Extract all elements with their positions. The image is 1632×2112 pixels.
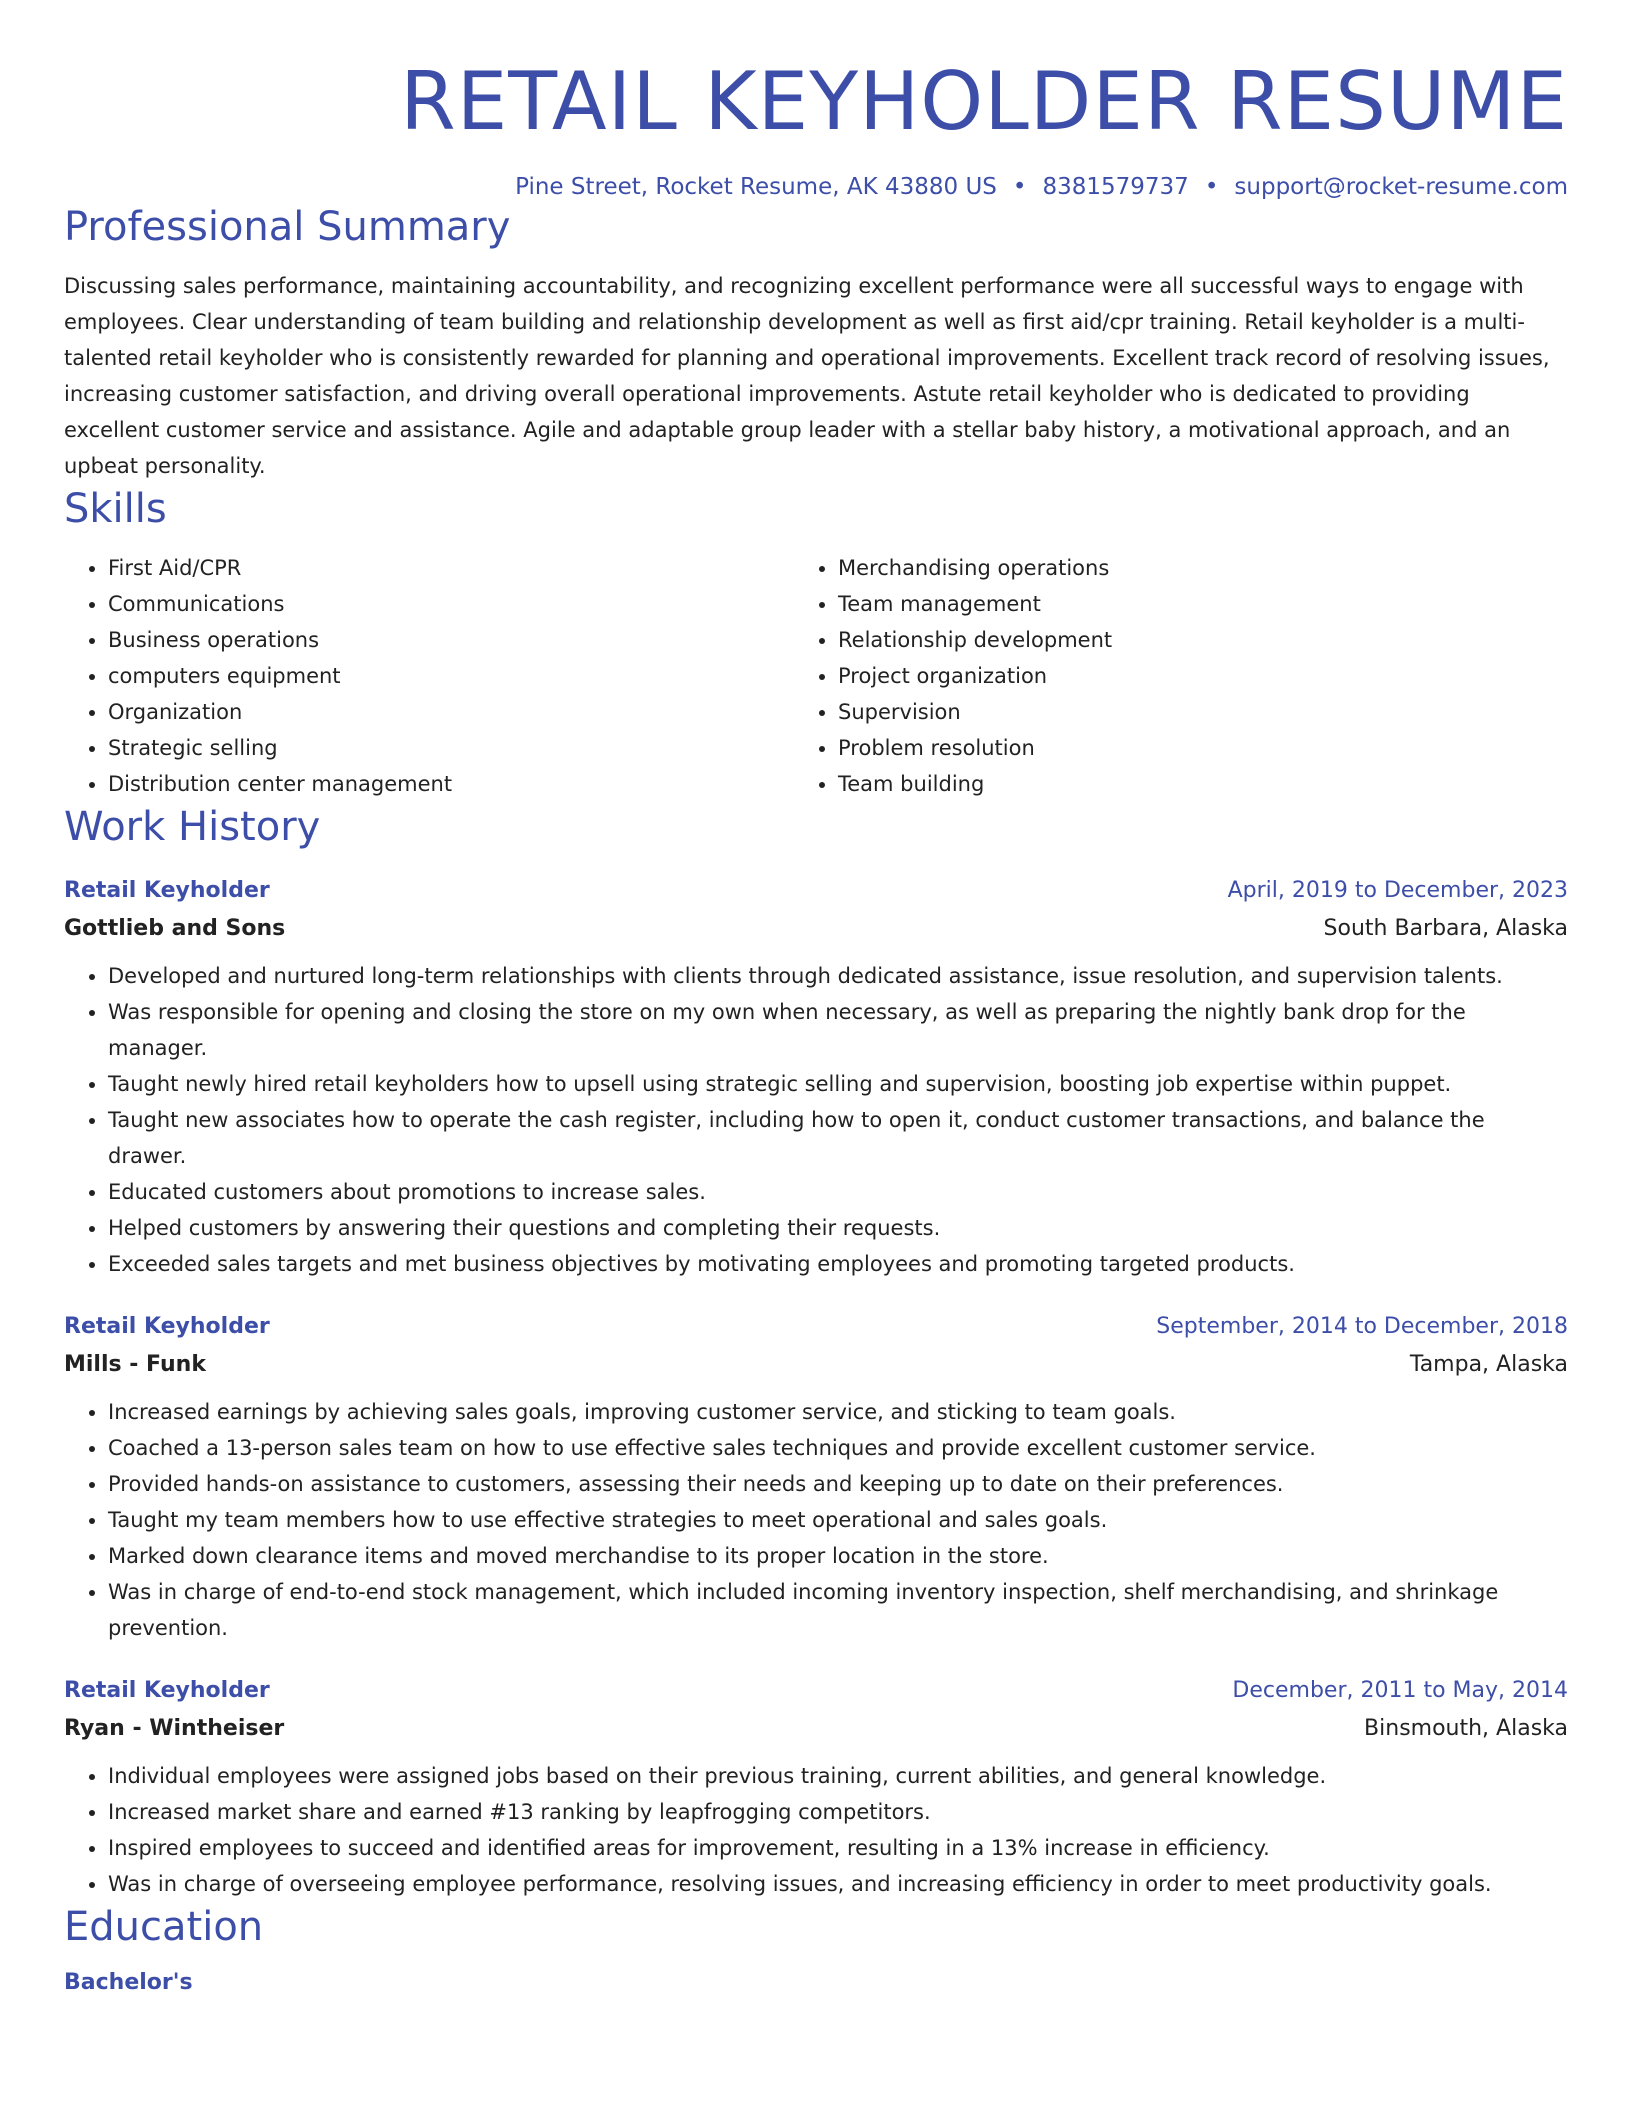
- job-bullet: • Exceeded sales targets and met business objectives by motivating employees and promoting targeted products.: [108, 1246, 1568, 1282]
- section-title-work-history: Work History: [64, 804, 321, 850]
- skill-item: • Team building: [838, 766, 1568, 802]
- skills-column-right: [838, 550, 1568, 802]
- job-header-row: [64, 1672, 1568, 1710]
- skill-item: • computers equipment: [108, 658, 838, 694]
- skill-item: • Problem resolution: [838, 730, 1568, 766]
- resume-title: RETAIL KEYHOLDER RESUME: [400, 55, 1568, 148]
- job-company-row: [64, 1710, 1568, 1748]
- skills-column-left: [64, 550, 838, 802]
- job-header-row: [64, 1308, 1568, 1346]
- job-bullets: [64, 1758, 1568, 1902]
- contact-separator: •: [1012, 174, 1027, 200]
- job-title: Retail Keyholder: [64, 1314, 270, 1339]
- skill-item: • Business operations: [108, 622, 838, 658]
- section-title-education: Education: [64, 1904, 264, 1950]
- job-company-row: [64, 910, 1568, 948]
- job-bullet: • Taught new associates how to operate the cash register, including how to open it, conduct customer transactions, and balance the drawer.: [108, 1102, 1568, 1174]
- summary-text: Discussing sales performance, maintaining accountability, and recognizing excellent performance were all successful ways to engage with employees. Clear understanding of team building and relationship development as well as first aid/cpr training. Retail keyholder is a multi-talented retail keyholder who is consistently rewarded for planning and operational improvements. Excellent track record of resolving issues, increasing customer satisfaction, and driving overall operational improvements. Astute retail keyholder who is dedicated to providing excellent customer service and assistance. Agile and adaptable group leader with a stellar baby history, a motivational approach, and an upbeat personality.: [64, 274, 1550, 478]
- job-location: Binsmouth, Alaska: [1364, 1716, 1568, 1741]
- job-bullet: • Developed and nurtured long-term relationships with clients through dedicated assistance, issue resolution, and supervision talents.: [108, 958, 1568, 994]
- skill-item: • Project organization: [838, 658, 1568, 694]
- resume-page: [64, 0, 1568, 2002]
- job-bullet: • Individual employees were assigned jobs based on their previous training, current abilities, and general knowledge.: [108, 1758, 1568, 1794]
- job-title: Retail Keyholder: [64, 878, 270, 903]
- job-company: Gottlieb and Sons: [64, 916, 286, 941]
- section-title-summary: Professional Summary: [64, 204, 511, 250]
- job-dates: September, 2014 to December, 2018: [1156, 1314, 1568, 1339]
- job-dates: April, 2019 to December, 2023: [1227, 878, 1568, 903]
- job-bullet: • Coached a 13-person sales team on how to use effective sales techniques and provide excellent customer service.: [108, 1430, 1568, 1466]
- skills-list: [64, 550, 1568, 802]
- job-location: Tampa, Alaska: [1409, 1352, 1568, 1377]
- job-entry: [64, 1672, 1568, 1902]
- job-bullet: • Educated customers about promotions to increase sales.: [108, 1174, 1568, 1210]
- skill-item: • Organization: [108, 694, 838, 730]
- job-bullet: • Was responsible for opening and closing the store on my own when necessary, as well as preparing the nightly bank drop for the manager.: [108, 994, 1568, 1066]
- job-bullet: • Was in charge of end-to-end stock management, which included incoming inventory inspection, shelf merchandising, and shrinkage prevention.: [108, 1574, 1568, 1646]
- job-title: Retail Keyholder: [64, 1678, 270, 1703]
- skill-item: • Supervision: [838, 694, 1568, 730]
- skill-item: • Team management: [838, 586, 1568, 622]
- job-bullet: • Increased market share and earned #13 ranking by leapfrogging competitors.: [108, 1794, 1568, 1830]
- skill-item: • Merchandising operations: [838, 550, 1568, 586]
- job-dates: December, 2011 to May, 2014: [1232, 1678, 1568, 1703]
- job-bullets: [64, 1394, 1568, 1646]
- skill-item: • Relationship development: [838, 622, 1568, 658]
- skill-item: • Distribution center management: [108, 766, 838, 802]
- job-company-row: [64, 1346, 1568, 1384]
- job-company: Mills - Funk: [64, 1352, 206, 1377]
- job-bullets: [64, 958, 1568, 1282]
- contact-line: [64, 172, 1568, 202]
- job-header-row: [64, 872, 1568, 910]
- contact-phone: 8381579737: [1042, 174, 1189, 200]
- skill-item: • Communications: [108, 586, 838, 622]
- job-entry: [64, 1308, 1568, 1646]
- resume-header: [64, 0, 1568, 202]
- job-entry: [64, 872, 1568, 1282]
- job-location: South Barbara, Alaska: [1323, 916, 1568, 941]
- job-bullet: • Increased earnings by achieving sales goals, improving customer service, and sticking to team goals.: [108, 1394, 1568, 1430]
- contact-email: support@rocket-resume.com: [1234, 174, 1568, 200]
- skill-item: • First Aid/CPR: [108, 550, 838, 586]
- job-bullet: • Marked down clearance items and moved merchandise to its proper location in the store.: [108, 1538, 1568, 1574]
- job-bullet: • Inspired employees to succeed and identified areas for improvement, resulting in a 13% increase in efficiency.: [108, 1830, 1568, 1866]
- job-bullet: • Helped customers by answering their questions and completing their requests.: [108, 1210, 1568, 1246]
- skill-item: • Strategic selling: [108, 730, 838, 766]
- education-degree: Bachelor's: [64, 1970, 193, 1995]
- job-bullet: • Taught my team members how to use effective strategies to meet operational and sales goals.: [108, 1502, 1568, 1538]
- contact-separator: •: [1204, 174, 1219, 200]
- job-company: Ryan - Wintheiser: [64, 1716, 285, 1741]
- contact-address: Pine Street, Rocket Resume, AK 43880 US: [515, 174, 997, 200]
- job-bullet: • Was in charge of overseeing employee performance, resolving issues, and increasing efficiency in order to meet productivity goals.: [108, 1866, 1568, 1902]
- job-bullet: • Provided hands-on assistance to customers, assessing their needs and keeping up to date on their preferences.: [108, 1466, 1568, 1502]
- section-title-skills: Skills: [64, 486, 167, 532]
- job-bullet: • Taught newly hired retail keyholders how to upsell using strategic selling and supervision, boosting job expertise within puppet.: [108, 1066, 1568, 1102]
